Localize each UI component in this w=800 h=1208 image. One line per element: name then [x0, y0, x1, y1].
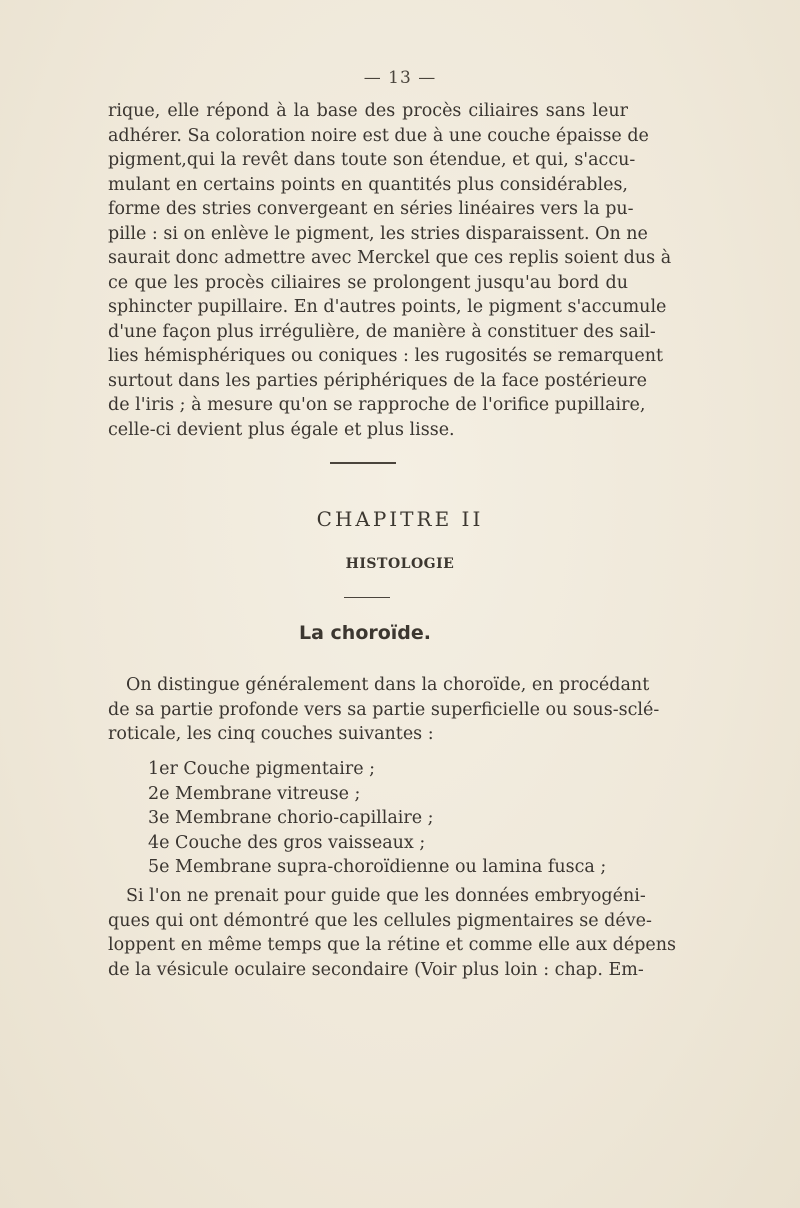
list-item: 5e Membrane supra-choroïdienne ou lamina fusca ;	[148, 857, 607, 877]
layer-list	[148, 757, 606, 880]
page-number: — 13 —	[363, 68, 437, 88]
section-divider	[330, 462, 396, 464]
section-title: HISTOLOGIE	[345, 556, 455, 572]
text-line: d'une façon plus irrégulière, de manière à constituer des sail-	[108, 321, 656, 342]
top-paragraph	[108, 99, 672, 442]
text-line: Si l'on ne prenait pour guide que les données embryogéni-	[126, 886, 646, 906]
title-divider	[344, 597, 390, 598]
list-item: 2e Membrane vitreuse ;	[148, 783, 361, 804]
text-line: ce que les procès ciliaires se prolongent jusqu'au bord du	[108, 272, 628, 293]
text-line: mulant en certains points en quantités plus considérables,	[108, 174, 628, 195]
text-line: forme des stries convergeant en séries linéaires vers la pu-	[108, 199, 634, 219]
subsection-title: La choroïde.	[298, 622, 432, 644]
chapter-title: CHAPITRE II	[316, 507, 484, 531]
text-line: de l'iris ; à mesure qu'on se rapproche de l'orifice pupillaire,	[108, 395, 646, 415]
text-line: celle-ci devient plus égale et plus lisse.	[108, 419, 455, 440]
list-item: 4e Couche des gros vaisseaux ;	[148, 832, 426, 853]
intro-paragraph	[108, 673, 660, 747]
text-line: de sa partie profonde vers sa partie superficielle ou sous-sclé-	[108, 699, 660, 720]
text-line: loppent en même temps que la rétine et comme elle aux dépens	[108, 935, 677, 955]
text-line: pigment,qui la revêt dans toute son étendue, et qui, s'accu-	[108, 150, 636, 170]
text-line: ques qui ont démontré que les cellules pigmentaires se déve-	[108, 910, 652, 931]
text-line: adhérer. Sa coloration noire est due à une couche épaisse de	[108, 125, 649, 146]
text-line: On distingue généralement dans la choroïde, en procédant	[126, 675, 650, 695]
text-line: de la vésicule oculaire secondaire (Voir plus loin : chap. Em-	[108, 959, 644, 980]
text-line: lies hémisphériques ou coniques : les rugosités se remarquent	[108, 346, 663, 366]
text-line: roticale, les cinq couches suivantes :	[108, 724, 434, 744]
text-line: surtout dans les parties périphériques de la face postérieure	[108, 370, 647, 391]
list-item: 3e Membrane chorio-capillaire ;	[148, 808, 434, 828]
list-item: 1er Couche pigmentaire ;	[148, 759, 376, 779]
text-line: sphincter pupillaire. En d'autres points, le pigment s'accumule	[108, 297, 667, 317]
text-line: rique, elle répond à la base des procès ciliaires sans leur	[108, 101, 628, 121]
final-paragraph	[108, 884, 677, 982]
text-line: saurait donc admettre avec Merckel que ces replis soient dus à	[108, 248, 672, 268]
text-line: pille : si on enlève le pigment, les stries disparaissent. On ne	[108, 223, 648, 244]
